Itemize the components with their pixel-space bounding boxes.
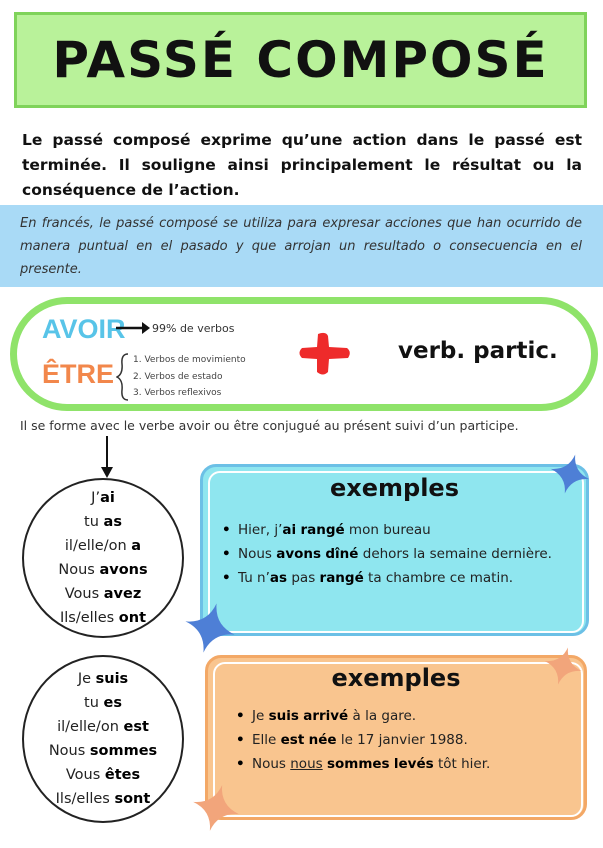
- list-item: • Tu n’as pas rangé ta chambre ce matin.: [220, 566, 552, 590]
- list-item: • Nous nous sommes levés tôt hier.: [234, 752, 490, 776]
- etre-conjugation-circle: [22, 655, 184, 823]
- conjugation-line: Vous avez: [64, 586, 142, 602]
- curly-brace-icon: [116, 352, 130, 402]
- down-arrow-icon: [100, 436, 114, 478]
- avoir-note: 99% de verbos: [152, 322, 235, 335]
- avoir-conjugation-circle: [22, 478, 184, 638]
- intro-french: Le passé composé exprime qu’une action dans le passé est terminée. Il souligne ainsi principalement le résultat ou la conséquence de l’action.: [22, 131, 582, 199]
- list-item: 2. Verbos de estado: [133, 371, 223, 382]
- conjugation-line: il/elle/on a: [64, 538, 142, 554]
- etre-label: ÊTRE: [42, 359, 115, 389]
- formation-sentence: Il se forme avec le verbe avoir ou être conjugué au présent suivi d’un participe.: [20, 418, 519, 433]
- examples-heading: exemples: [331, 664, 461, 692]
- conjugation-line: Nous sommes: [48, 743, 158, 759]
- conjugation-line: Ils/elles sont: [55, 791, 151, 807]
- etre-verb-types: [133, 352, 246, 402]
- conjugation-line: Nous avons: [58, 562, 148, 578]
- conjugation-line: tu es: [84, 695, 122, 711]
- star-icon: [182, 600, 238, 656]
- examples-heading: exemples: [329, 474, 459, 502]
- intro-spanish: En francés, le passé composé se utiliza para expresar acciones que han ocurrido de manera puntual en el pasado y que arrojan un resultado o consecuencia en el presente.: [20, 216, 582, 277]
- conjugation-line: il/elle/on est: [57, 719, 149, 735]
- conjugation-line: Je suis: [77, 671, 129, 687]
- right-arrow-icon: [116, 321, 150, 335]
- avoir-examples-list: [220, 518, 552, 590]
- list-item: • Elle est née le 17 janvier 1988.: [234, 728, 490, 752]
- conjugation-line: Vous êtes: [65, 767, 141, 783]
- star-icon: [190, 782, 242, 834]
- etre-examples-list: [234, 704, 490, 776]
- list-item: 3. Verbos reflexivos: [133, 388, 222, 398]
- star-icon: [542, 645, 584, 687]
- participle-label: verb. partic.: [398, 338, 558, 364]
- avoir-label: AVOIR: [42, 314, 126, 344]
- list-item: • Hier, j’ai rangé mon bureau: [220, 518, 552, 542]
- plus-icon: [296, 330, 352, 378]
- list-item: 1. Verbos de movimiento: [133, 355, 246, 365]
- conjugation-line: Ils/elles ont: [59, 610, 147, 626]
- conjugation-line: J’ai: [91, 490, 115, 506]
- list-item: • Je suis arrivé à la gare.: [234, 704, 490, 728]
- page-title: PASSÉ COMPOSÉ: [52, 31, 549, 89]
- list-item: • Nous avons dîné dehors la semaine dernière.: [220, 542, 552, 566]
- star-icon: [548, 452, 592, 496]
- conjugation-line: tu as: [84, 514, 122, 530]
